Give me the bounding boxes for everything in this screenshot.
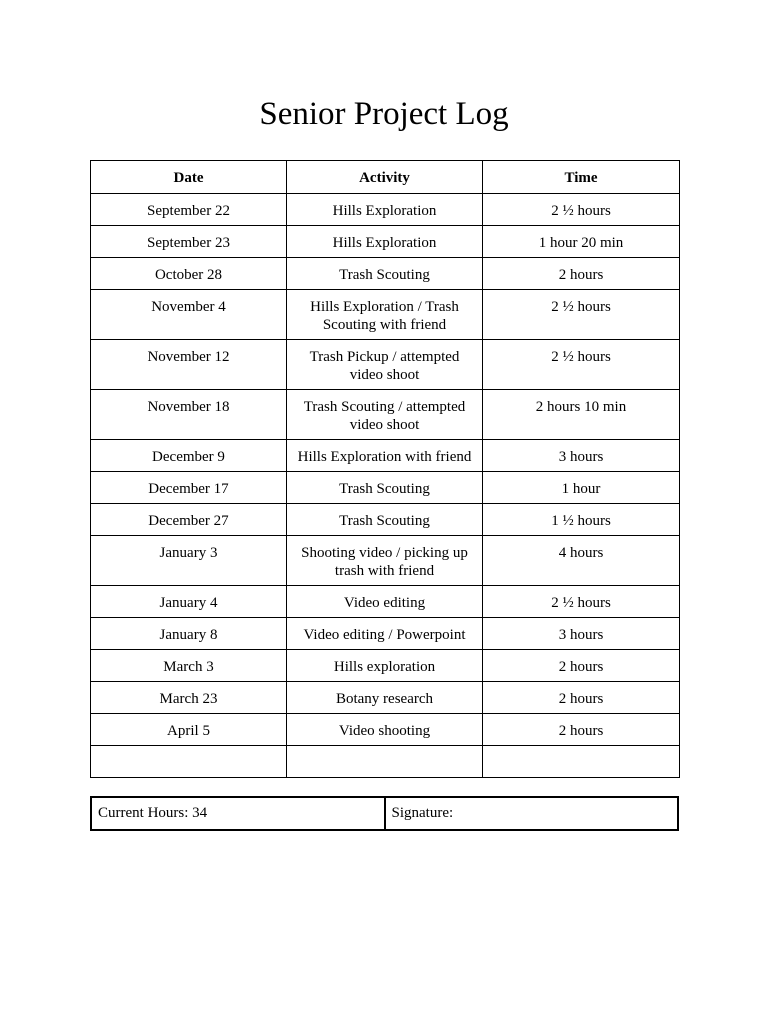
table-row (91, 682, 680, 714)
cell-activity: Hills exploration (287, 650, 483, 682)
table-row (91, 714, 680, 746)
cell-activity: Video shooting (287, 714, 483, 746)
table-row (91, 226, 680, 258)
cell-activity: Hills Exploration with friend (287, 440, 483, 472)
cell-time: 2 ½ hours (483, 586, 680, 618)
signature-field: Signature: (385, 797, 679, 830)
cell-date: December 17 (91, 472, 287, 504)
cell-activity: Video editing (287, 586, 483, 618)
cell-activity (287, 746, 483, 778)
cell-date: November 18 (91, 390, 287, 440)
table-row (91, 390, 680, 440)
cell-time: 3 hours (483, 618, 680, 650)
cell-date: December 27 (91, 504, 287, 536)
footer-table (90, 796, 679, 831)
cell-time: 2 hours (483, 682, 680, 714)
cell-time: 1 ½ hours (483, 504, 680, 536)
cell-date: January 3 (91, 536, 287, 586)
cell-activity: Botany research (287, 682, 483, 714)
table-row (91, 290, 680, 340)
cell-time: 2 ½ hours (483, 194, 680, 226)
cell-activity: Hills Exploration / Trash Scouting with friend (287, 290, 483, 340)
cell-date: April 5 (91, 714, 287, 746)
cell-date: December 9 (91, 440, 287, 472)
cell-date: November 12 (91, 340, 287, 390)
table-row (91, 618, 680, 650)
table-row (91, 258, 680, 290)
cell-time: 2 ½ hours (483, 290, 680, 340)
table-row (91, 472, 680, 504)
table-row (91, 650, 680, 682)
table-row (91, 340, 680, 390)
table-row (91, 536, 680, 586)
table-row (91, 194, 680, 226)
cell-date: March 23 (91, 682, 287, 714)
cell-activity: Trash Scouting (287, 504, 483, 536)
table-header-row (91, 161, 680, 194)
cell-date: September 22 (91, 194, 287, 226)
cell-activity: Trash Pickup / attempted video shoot (287, 340, 483, 390)
column-header-activity: Activity (287, 161, 483, 194)
cell-activity: Shooting video / picking up trash with friend (287, 536, 483, 586)
cell-time: 2 hours 10 min (483, 390, 680, 440)
cell-time: 2 ½ hours (483, 340, 680, 390)
cell-activity: Video editing / Powerpoint (287, 618, 483, 650)
cell-date: September 23 (91, 226, 287, 258)
cell-activity: Hills Exploration (287, 194, 483, 226)
table-row (91, 586, 680, 618)
current-hours: Current Hours: 34 (91, 797, 385, 830)
cell-date (91, 746, 287, 778)
cell-date: January 8 (91, 618, 287, 650)
cell-time: 2 hours (483, 714, 680, 746)
cell-date: March 3 (91, 650, 287, 682)
cell-date: January 4 (91, 586, 287, 618)
column-header-time: Time (483, 161, 680, 194)
cell-time: 1 hour 20 min (483, 226, 680, 258)
cell-time: 4 hours (483, 536, 680, 586)
table-row (91, 440, 680, 472)
cell-time: 2 hours (483, 258, 680, 290)
table-row (91, 504, 680, 536)
cell-activity: Trash Scouting (287, 258, 483, 290)
footer-row (91, 797, 678, 830)
cell-time: 1 hour (483, 472, 680, 504)
page-title: Senior Project Log (259, 96, 509, 132)
log-table (90, 160, 680, 778)
cell-activity: Trash Scouting / attempted video shoot (287, 390, 483, 440)
column-header-date: Date (91, 161, 287, 194)
table-row-empty (91, 746, 680, 778)
cell-activity: Hills Exploration (287, 226, 483, 258)
cell-time: 2 hours (483, 650, 680, 682)
cell-date: October 28 (91, 258, 287, 290)
cell-date: November 4 (91, 290, 287, 340)
cell-activity: Trash Scouting (287, 472, 483, 504)
cell-time: 3 hours (483, 440, 680, 472)
cell-time (483, 746, 680, 778)
